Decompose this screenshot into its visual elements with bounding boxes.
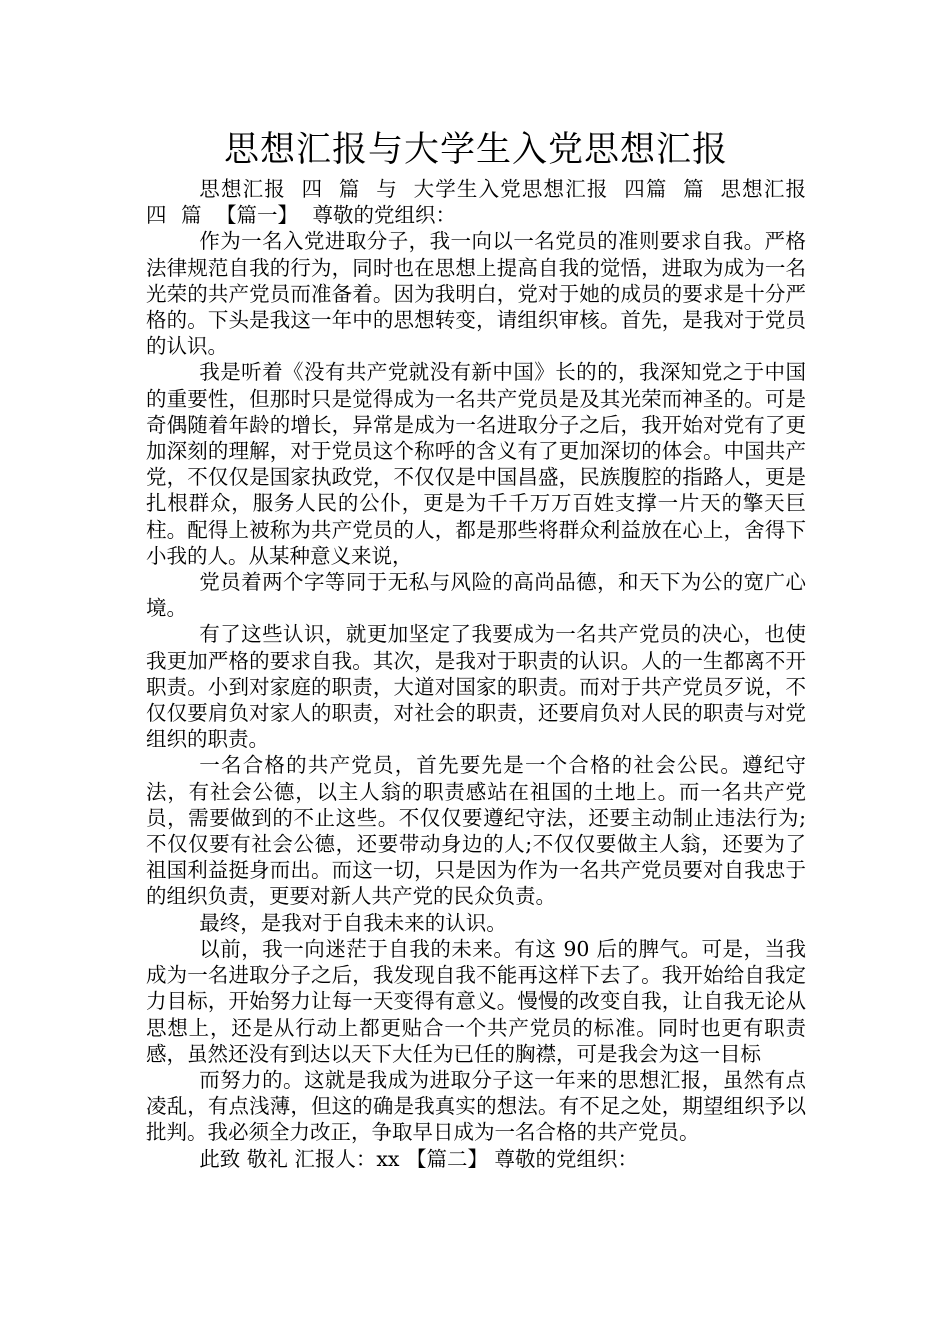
paragraph-6: 最终，是我对于自我未来的认识。 xyxy=(199,910,507,935)
paragraph-8: 而努力的。这就是我成为进取分子这一年来的思想汇报，虽然有点凌乱，有点浅薄，但这的确是我真实的想法。有不足之处，期望组织予以批判。我必须全力改正，争取早日成为一名合格的共产党员。 xyxy=(146,1067,806,1145)
paragraph-5: 一名合格的共产党员，首先要先是一个合格的社会公民。遵纪守法，有社会公德，以主人翁的职责感站在祖国的土地上。而一名共产党员，需要做到的不止这些。不仅仅要遵纪守法，还要主动制止违法行为;不仅仅要有社会公德，还要带动身边的人;不仅仅要做主人翁，还要为了祖国利益挺身而出。而这一切，只是因为作为一名共产党员要对自我忠于的组织负责，更要对新人共产党的民众负责。 xyxy=(146,753,806,909)
paragraph-7: 以前，我一向迷茫于自我的未来。有这 90 后的脾气。可是，当我成为一名进取分子之后，我发现自我不能再这样下去了。我开始给自我定力目标，开始努力让每一天变得有意义。慢慢的改变自我，让自我无论从思想上，还是从行动上都更贴合一个共产党员的标准。同时也更有职责感，虽然还没有到达以天下大任为已任的胸襟，可是我会为这一目标 xyxy=(146,936,806,1066)
paragraph-2: 我是听着《没有共产党就没有新中国》长的的，我深知党之于中国的重要性，但那时只是觉得成为一名共产党员是及其光荣而神圣的。可是奇偶随着年龄的增长，异常是成为一名进取分子之后，我开始对党有了更加深刻的理解，对于党员这个称呼的含义有了更加深切的体会。中国共产党，不仅仅是国家执政党，不仅仅是中国昌盛，民族腹腔的指路人，更是扎根群众，服务人民的公仆，更是为千千万万百姓支撑一片天的擎天巨柱。配得上被称为共产党员的人，都是那些将群众利益放在心上，舍得下小我的人。从某种意义来说， xyxy=(146,360,806,568)
document-title: 思想汇报与大学生入党思想汇报 xyxy=(223,130,728,170)
paragraph-4: 有了这些认识，就更加坚定了我要成为一名共产党员的决心，也使我更加严格的要求自我。其次，是我对于职责的认识。人的一生都离不开职责。小到对家庭的职责，大道对国家的职责。而对于共产党员歹说，不仅仅要肩负对家人的职责，对社会的职责，还要肩负对人民的职责与对党组织的职责。 xyxy=(146,622,806,752)
paragraph-intro: 思想汇报 四 篇 与 大学生入党思想汇报 四篇 篇 思想汇报 四 篇 【篇一】 尊敬的党组织： xyxy=(146,177,806,228)
document-page xyxy=(146,128,806,1172)
paragraph-1: 作为一名入党进取分子，我一向以一名党员的准则要求自我。严格法律规范自我的行为，同时也在思想上提高自我的觉悟，进取为成为一名光荣的共产党员而准备着。因为我明白，党对于她的成员的要求是十分严格的。下头是我这一年中的思想转变，请组织审核。首先，是我对于党员的认识。 xyxy=(146,229,806,359)
paragraph-closing: 此致 敬礼 汇报人：xx 【篇二】 尊敬的党组织： xyxy=(199,1146,638,1171)
paragraph-3: 党员着两个字等同于无私与风险的高尚品德，和天下为公的宽广心境。 xyxy=(146,570,806,621)
